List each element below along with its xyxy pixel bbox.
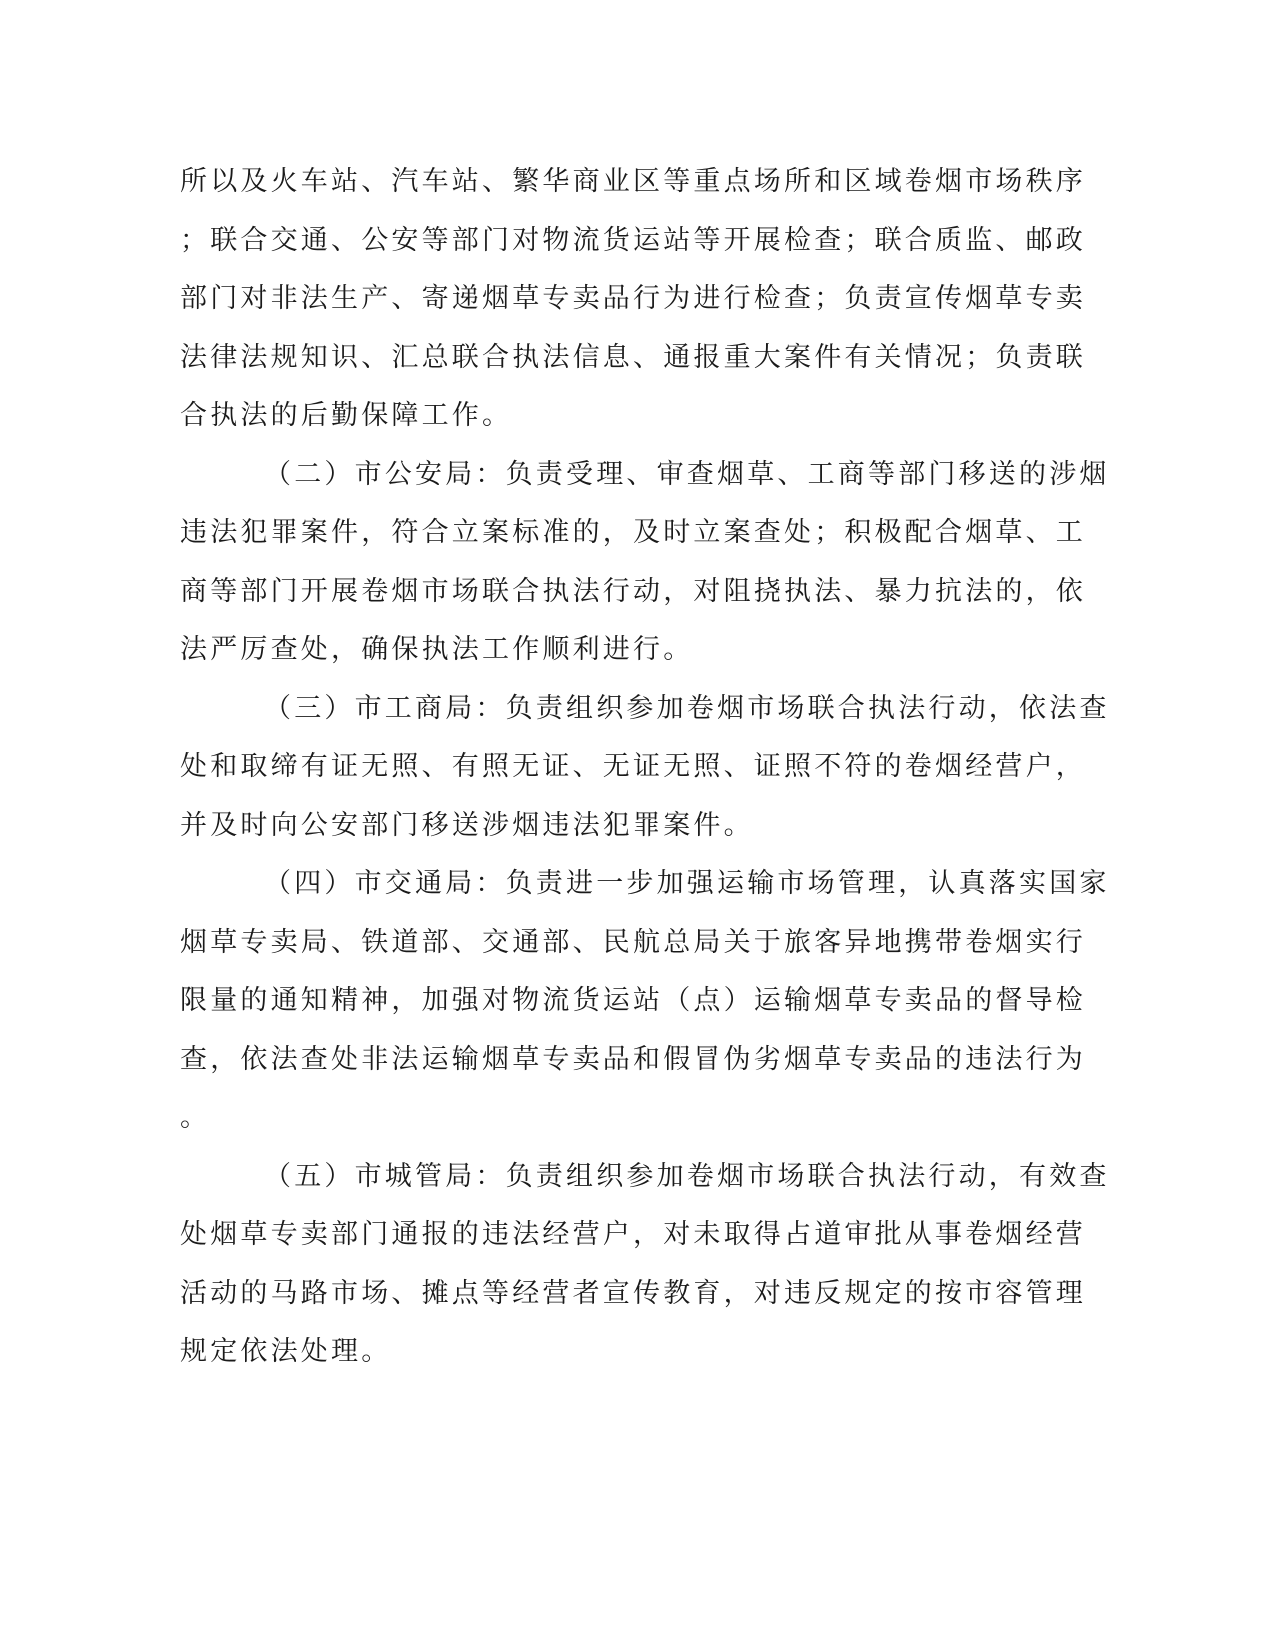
text-line: 商等部门开展卷烟市场联合执法行动，对阻挠执法、暴力抗法的，依 [180, 575, 1086, 607]
text-line: 法严厉查处，确保执法工作顺利进行。 [180, 634, 694, 665]
section-2-heading-line: （二）市公安局：负责受理、审查烟草、工商等部门移送的涉烟 [264, 458, 1110, 490]
text-line: 查，依法查处非法运输烟草专卖品和假冒伪劣烟草专卖品的违法行为 [180, 1043, 1086, 1075]
text-line: 并及时向公安部门移送涉烟违法犯罪案件。 [180, 809, 754, 841]
text-line: 部门对非法生产、寄递烟草专卖品行为进行检查；负责宣传烟草专卖 [180, 283, 1086, 314]
text-line: ；联合交通、公安等部门对物流货运站等开展检查；联合质监、邮政 [180, 224, 1086, 256]
text-line: 活动的马路市场、摊点等经营者宣传教育，对违反规定的按市容管理 [180, 1277, 1086, 1309]
text-line: 法律法规知识、汇总联合执法信息、通报重大案件有关情况；负责联 [180, 341, 1086, 373]
text-line: 限量的通知精神，加强对物流货运站（点）运输烟草专卖品的督导检 [180, 985, 1086, 1016]
section-3-heading-line: （三）市工商局：负责组织参加卷烟市场联合执法行动，依法查 [264, 692, 1110, 724]
text-line: 处烟草专卖部门通报的违法经营户，对未取得占道审批从事卷烟经营 [180, 1219, 1086, 1250]
text-line: 所以及火车站、汽车站、繁华商业区等重点场所和区域卷烟市场秩序 [180, 166, 1086, 197]
text-line: 规定依法处理。 [180, 1336, 392, 1367]
text-line: 违法犯罪案件，符合立案标准的，及时立案查处；积极配合烟草、工 [180, 517, 1086, 548]
section-5-heading-line: （五）市城管局：负责组织参加卷烟市场联合执法行动，有效查 [264, 1160, 1110, 1192]
text-line: 合执法的后勤保障工作。 [180, 400, 513, 431]
text-line: 处和取缔有证无照、有照无证、无证无照、证照不符的卷烟经营户， [180, 751, 1086, 782]
section-4-heading-line: （四）市交通局：负责进一步加强运输市场管理，认真落实国家 [264, 868, 1110, 899]
text-line: 。 [180, 1102, 211, 1133]
document-body [180, 153, 1110, 1382]
text-line: 烟草专卖局、铁道部、交通部、民航总局关于旅客异地携带卷烟实行 [180, 926, 1086, 958]
